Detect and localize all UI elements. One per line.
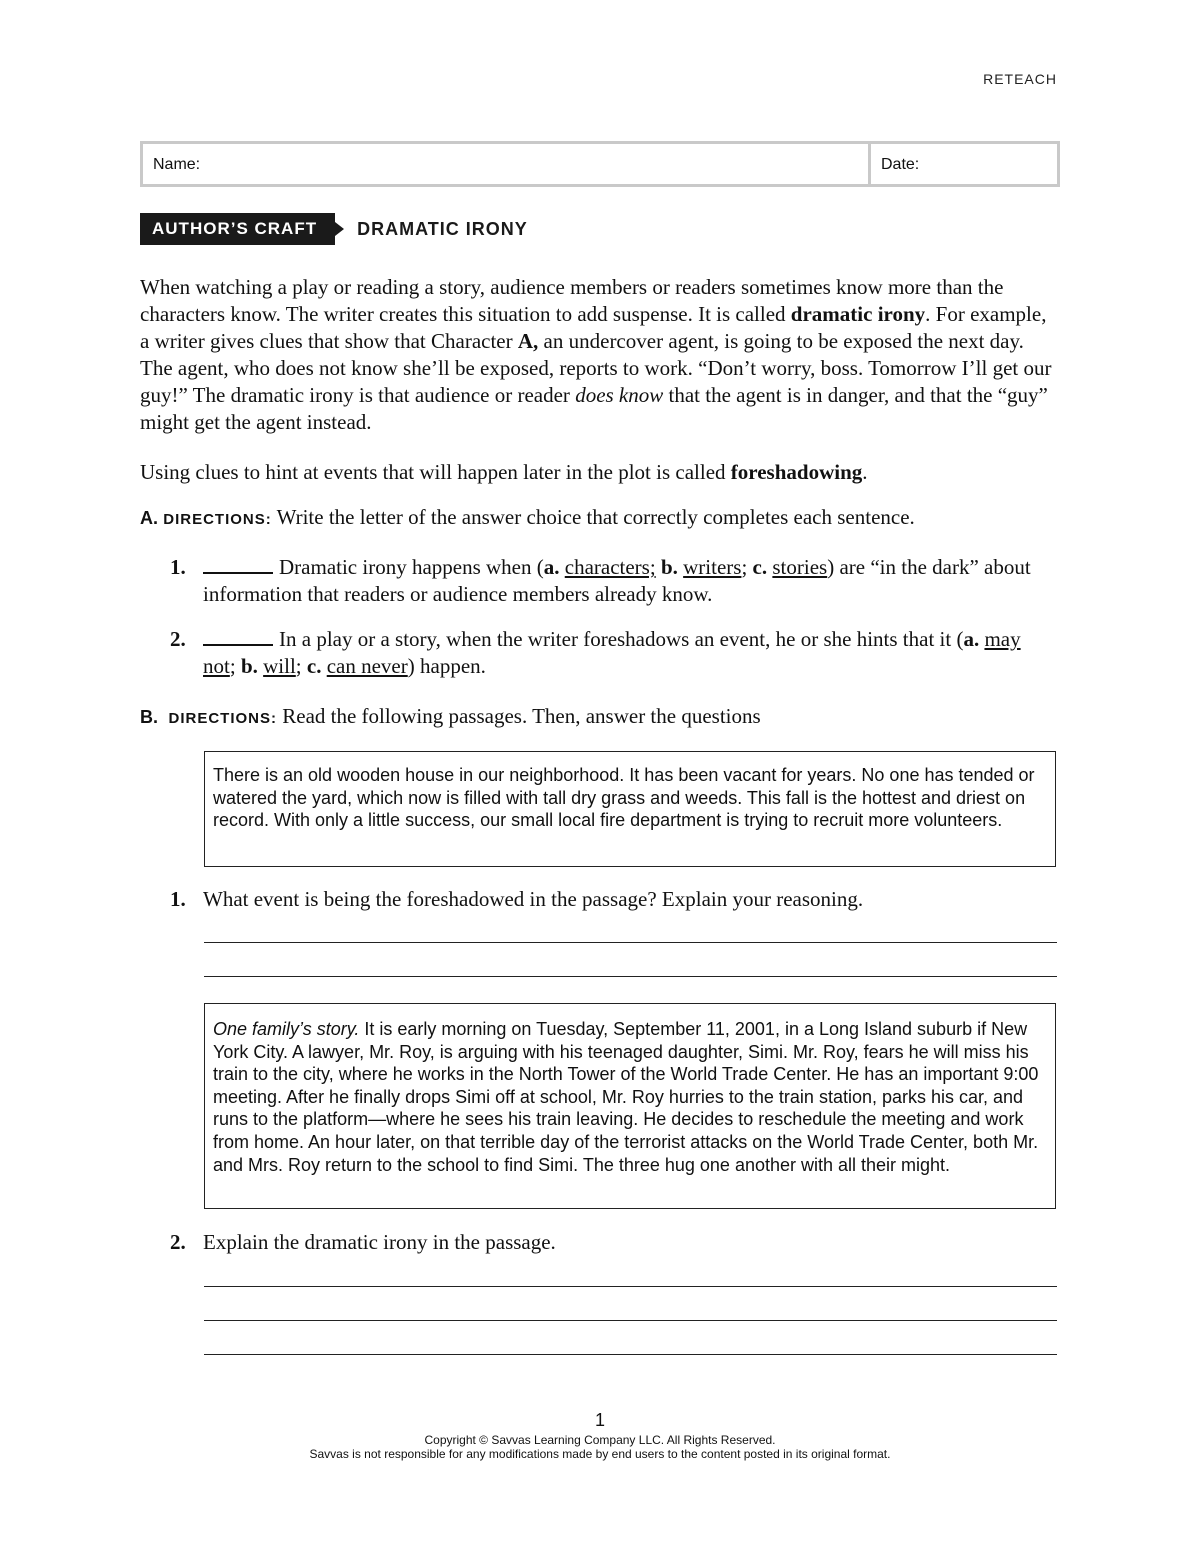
choice-c: can never	[326, 654, 408, 678]
emphasis-text: does know	[575, 383, 664, 407]
name-field[interactable]	[143, 144, 871, 184]
passage-box-1	[204, 751, 1056, 867]
question-text: ) happen.	[407, 654, 486, 678]
question-text: In a play or a story, when the writer foreshadows an event, he or she hints that it (	[279, 627, 964, 651]
directions-text: Read the following passages. Then, answer the questions	[277, 704, 761, 728]
section-banner	[140, 213, 528, 245]
reteach-label: RETEACH	[983, 71, 1057, 87]
question-text: Dramatic irony happens when (	[279, 555, 544, 579]
answer-line[interactable]	[204, 1320, 1057, 1321]
passage-1-text: There is an old wooden house in our neighborhood. It has been vacant for years. No one has tended or watered the yard, which now is filled with tall dry grass and weeds. This fall is the hottest and driest on record. With only a little success, our small local fire department is trying to recruit more volunteers.	[213, 765, 1035, 831]
question-b2	[170, 1229, 1050, 1256]
intro-text: that the agent is in danger, and that the “guy” might get the agent instead.	[140, 383, 1048, 434]
date-field[interactable]	[871, 144, 1057, 184]
directions-text: Write the letter of the answer choice that correctly completes each sentence.	[271, 505, 915, 529]
question-text: Explain the dramatic irony in the passage.	[203, 1230, 556, 1254]
question-a2: 2. In a play or a story, when the writer foreshadows an event, he or she hints that it (a. may not; b. will; c. can never) happen.	[170, 627, 1021, 678]
answer-line[interactable]	[204, 1286, 1057, 1287]
answer-line[interactable]	[204, 976, 1057, 977]
foreshadow-text: .	[862, 460, 868, 484]
section-a-letter: A.	[140, 508, 158, 528]
question-number: 2.	[170, 1230, 186, 1254]
answer-blank[interactable]	[203, 626, 273, 646]
name-label: Name:	[153, 156, 201, 173]
choice-label: b.	[240, 654, 258, 678]
question-b1	[170, 886, 1050, 913]
choice-label: b.	[660, 555, 678, 579]
question-number: 1.	[170, 555, 186, 579]
question-number: 1.	[170, 887, 186, 911]
passage-2-text: It is early morning on Tuesday, September 11, 2001, in a Long Island suburb if New York City. A lawyer, Mr. Roy, is arguing with his teenaged daughter, Simi. Mr. Roy, fears he will miss his train to the city, where he works in the North Tower of the World Trade Center. He has an important 9:00 meeting. After he finally drops Simi off at school, Mr. Roy hurries to the train station, parks his car, and runs to the platform—where he sees his train leaving. He decides to reschedule the meeting and work from home. An hour later, on that terrible day of the terrorist attacks on the World Trade Center, both Mr. and Mrs. Roy return to the school to find Simi. The three hug one another with all their might.	[213, 1019, 1039, 1175]
directions-label: DIRECTIONS:	[168, 710, 277, 727]
choice-label: a.	[543, 555, 560, 579]
name-date-box	[140, 141, 1060, 187]
banner-tag: AUTHOR’S CRAFT	[140, 213, 335, 245]
question-number: 2.	[170, 627, 186, 651]
disclaimer-text: Savvas is not responsible for any modifications made by end users to the content posted in its original format.	[309, 1447, 891, 1461]
passage-box-2	[204, 1003, 1056, 1209]
answer-blank[interactable]	[203, 554, 273, 574]
question-text: ) are “in the dark” about information that readers or audience members already know.	[203, 555, 1031, 606]
term-dramatic-irony: dramatic irony	[790, 302, 926, 326]
banner-title: DRAMATIC IRONY	[357, 218, 528, 239]
section-b-letter: B.	[140, 707, 158, 727]
question-text: What event is being the foreshadowed in the passage? Explain your reasoning.	[203, 887, 864, 911]
intro-text: When watching a play or reading a story, audience members or readers sometimes know more than the characters know. The writer creates this situation to add suspense. It is called	[140, 275, 1004, 326]
term-foreshadowing: foreshadowing	[730, 460, 863, 484]
choice-b: writers	[683, 555, 742, 579]
choice-b: will	[263, 654, 296, 678]
choice-a: characters;	[564, 555, 656, 579]
copyright-text: Copyright © Savvas Learning Company LLC. All Rights Reserved.	[424, 1433, 776, 1447]
choice-a: may not	[203, 627, 1021, 678]
section-b-directions	[140, 704, 1060, 729]
directions-label: DIRECTIONS:	[163, 511, 272, 528]
question-a1: 1. Dramatic irony happens when (a. characters; b. writers; c. stories) are “in the dark” about information that readers or audience members already know.	[170, 555, 1031, 606]
intro-text: . For example, a writer gives clues that show that Character	[140, 302, 1047, 353]
choice-c: stories	[772, 555, 828, 579]
character-label: A,	[517, 329, 539, 353]
date-label: Date:	[881, 156, 920, 173]
intro-text: an undercover agent, is going to be exposed the next day. The agent, who does not know she’ll be exposed, reports to work. “Don’t worry, boss. Tomorrow I’ll get our guy!” The dramatic irony is that audience or reader	[140, 329, 1052, 407]
choice-label: c.	[306, 654, 322, 678]
intro-paragraph	[140, 274, 1060, 436]
passage-2-title: One family’s story.	[213, 1019, 360, 1039]
foreshadow-text: Using clues to hint at events that will happen later in the plot is called	[140, 460, 731, 484]
answer-line[interactable]	[204, 942, 1057, 943]
answer-line[interactable]	[204, 1354, 1057, 1355]
section-a-directions	[140, 505, 1060, 530]
page-number: 1	[594, 1410, 605, 1430]
choice-label: a.	[963, 627, 980, 651]
choice-label: c.	[752, 555, 768, 579]
foreshadowing-paragraph	[140, 459, 1060, 486]
page-footer	[0, 1410, 1200, 1461]
